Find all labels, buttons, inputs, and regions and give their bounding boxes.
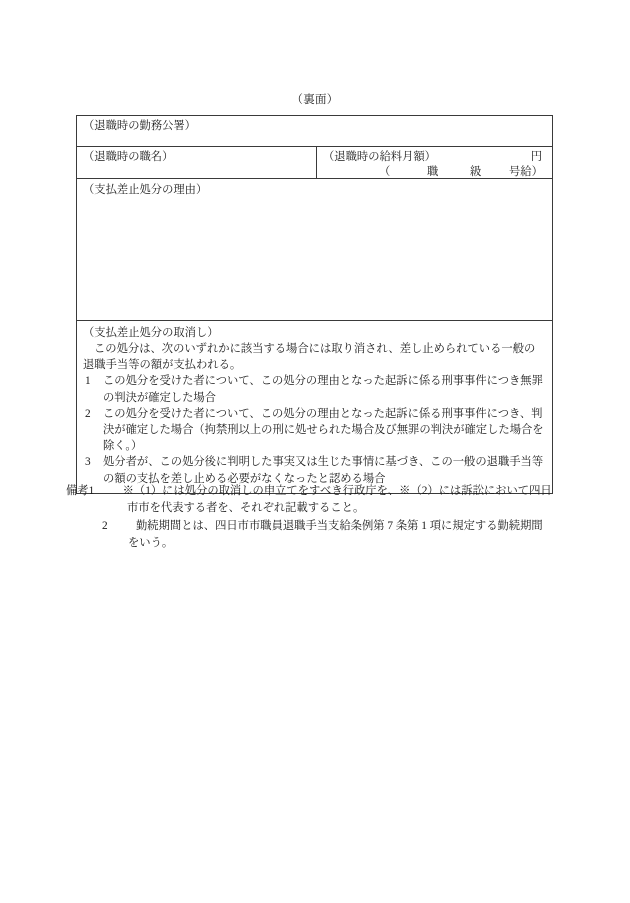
cancellation-item-3-text: 処分者が、この処分後に判明した事実又は生じた事情に基づき、この一般の退職手当等の額の支払を差し止める必要がなくなったと認める場合: [103, 456, 544, 485]
salary-grade-label: 級: [470, 166, 482, 178]
cancellation-item-1-text: この処分を受けた者について、この処分の理由となった起訴に係る刑事事件につき無罪の判決が確定した場合: [103, 375, 543, 404]
note-item-2-line1: 勤続期間とは、四日市市職員退職手当支給条例第 7 条第 1 項に規定する勤続期間: [136, 519, 543, 532]
work-office-cell[interactable]: [77, 116, 552, 146]
salary-cell[interactable]: [317, 147, 552, 178]
salary-number-label: 号給）: [509, 166, 543, 178]
reason-cell[interactable]: [77, 179, 552, 320]
note-item-1-line1: ※（1）には処分の取消しの申立てをすべき行政庁を、※（2）には訴訟において四日: [122, 485, 552, 497]
reason-label: （支払差止処分の理由）: [83, 184, 208, 196]
cancellation-item-1: [83, 373, 544, 405]
notes-section: [66, 483, 566, 552]
cancellation-item-2: [83, 406, 544, 455]
cancellation-item-1-number: 1: [85, 375, 91, 388]
cancellation-cell: [77, 321, 552, 493]
cancellation-item-2-number: 2: [85, 407, 91, 420]
note-item-1-line2: 市市を代表する者を、それぞれ記載すること。: [127, 502, 365, 515]
cancellation-item-2-text: この処分を受けた者について、この処分の理由となった起訴に係る刑事事件につき、判決が確定した場合（拘禁刑以上の刑に処せられた場合及び無罪の判決が確定した場合を除く。）: [103, 407, 544, 453]
salary-rank-line: [323, 165, 552, 180]
salary-label: （退職時の給料月額）: [323, 151, 436, 163]
note-item-2: [66, 518, 566, 535]
note-item-2-number: 2: [102, 519, 108, 532]
cancellation-title: （支払差止処分の取消し）: [83, 327, 219, 339]
sheet-side-label: （裏面）: [291, 94, 339, 106]
table-row-position-salary: [77, 147, 552, 179]
table-row-work-office: [77, 116, 552, 147]
salary-paren-open: （: [379, 166, 391, 178]
note-item-1-number: 1: [88, 485, 95, 497]
cancellation-item-3-number: 3: [85, 456, 91, 469]
position-label: （退職時の職名）: [83, 151, 174, 163]
work-office-label: （退職時の勤務公署）: [83, 120, 196, 132]
note-item-2-line2: をいう。: [128, 536, 174, 549]
notes-label: 備考: [66, 485, 89, 497]
position-cell[interactable]: [77, 147, 317, 178]
salary-amount-line: [323, 150, 552, 165]
salary-currency-unit: 円: [530, 151, 542, 163]
table-row-cancellation: [77, 321, 552, 493]
form-table: [76, 115, 553, 494]
salary-rank-label: 職: [427, 166, 439, 178]
table-row-reason: [77, 179, 552, 321]
cancellation-item-3: [83, 454, 544, 486]
cancellation-paragraph: この処分は、次のいずれかに該当する場合には取り消され、差し止められている一般の退職手当等の額が支払われる。: [83, 343, 536, 372]
note-item-1: [66, 483, 566, 500]
